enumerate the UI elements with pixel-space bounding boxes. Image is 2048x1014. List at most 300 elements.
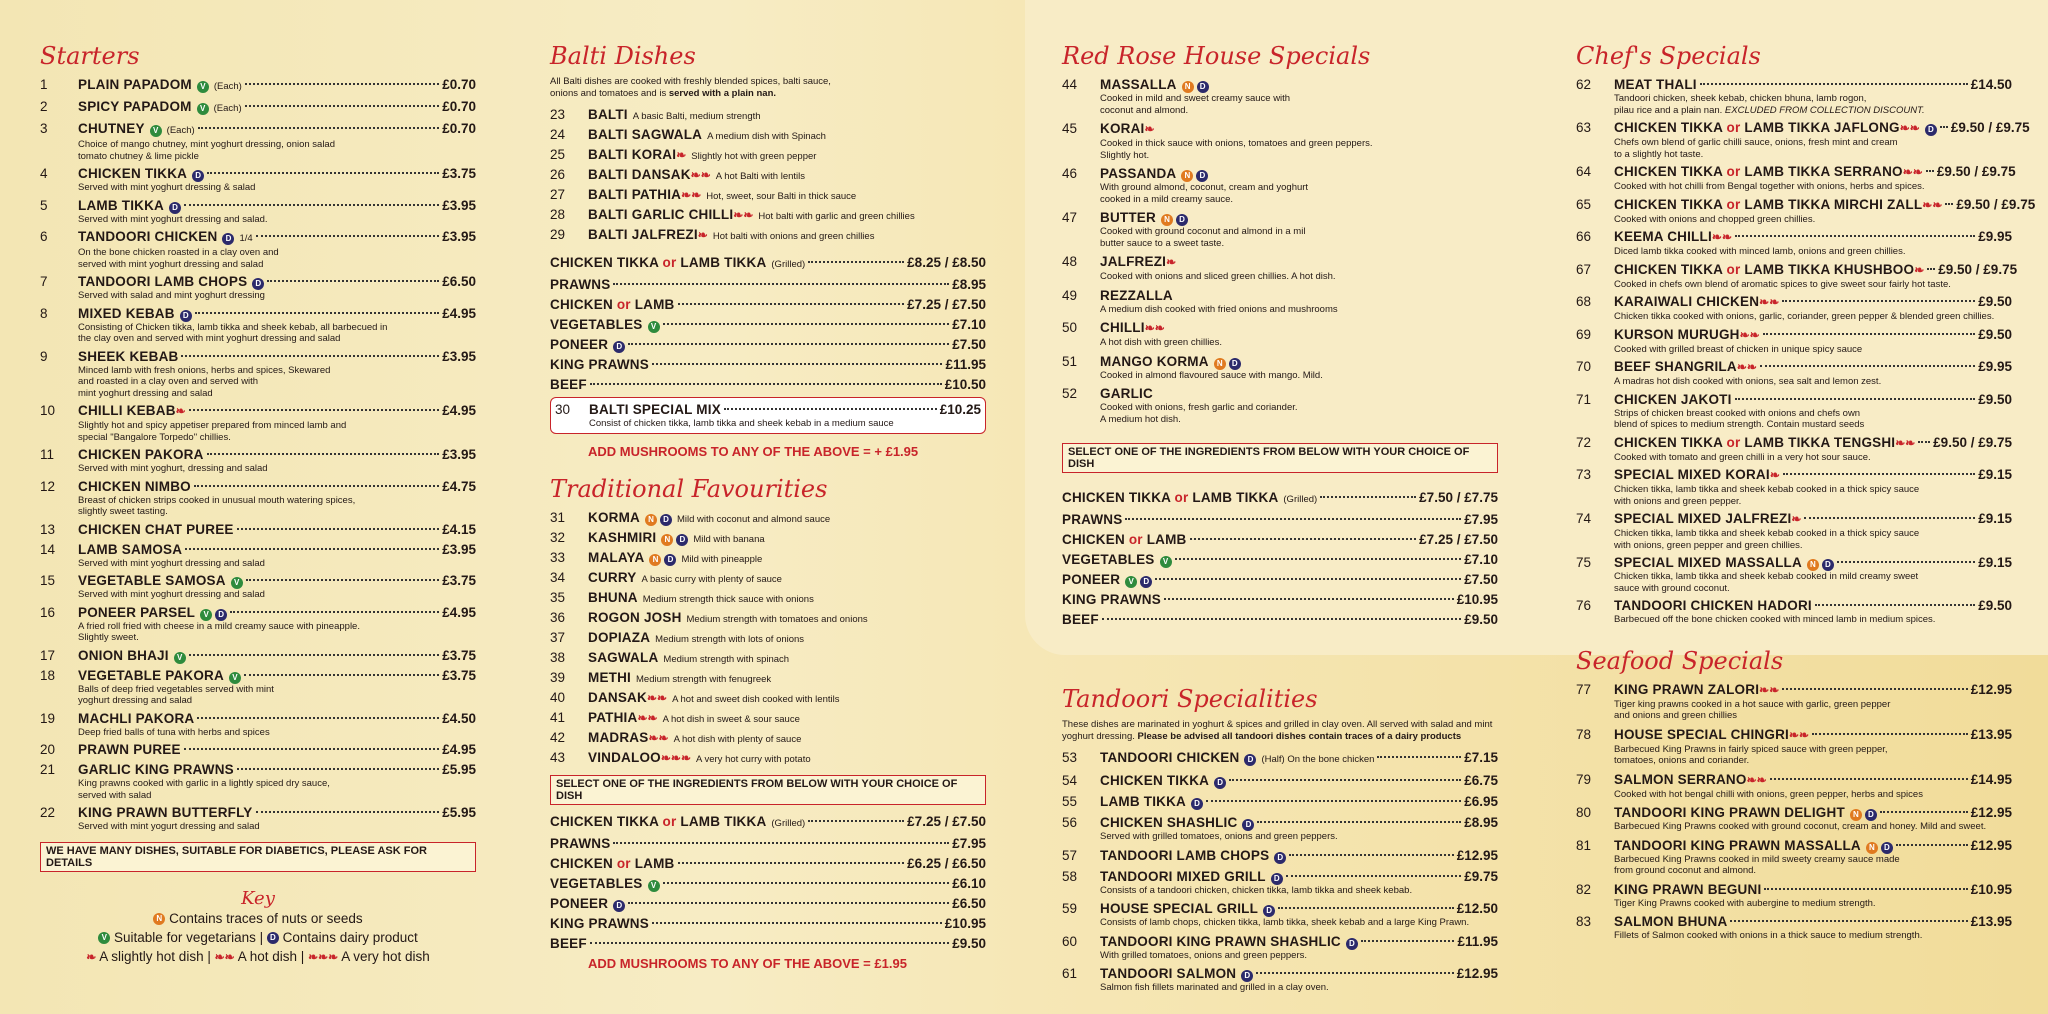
diet-badges [1241,970,1253,982]
item-name: SPECIAL MIXED KORAI [1614,467,1770,482]
leader-dots [663,882,950,884]
ingredient-name: PRAWNS [1062,512,1123,527]
item-number: 59 [1062,901,1078,916]
menu-item [550,609,986,628]
diet-badges [174,652,186,664]
item-number: 1 [40,77,48,92]
item-description-note: EXCLUDED FROM COLLECTION DISCOUNT. [1722,104,1925,116]
item-price: £0.70 [442,77,476,92]
menu-item-row [1062,253,1498,271]
item-number: 33 [550,549,566,565]
item-note: (Half) On the bone chicken [1261,754,1375,765]
menu-item [1062,165,1498,205]
chili-icon: ❧❧ [1739,327,1760,342]
menu-item-row [1062,793,1498,810]
menu-item-row [40,165,476,182]
item-number: 19 [40,710,56,726]
balti-intro-b: onions and tomatoes and is [550,88,667,99]
item-price: £12.50 [1456,901,1498,916]
item-note: A hot dish with plenty of sauce [673,733,802,745]
tandoori-intro [1062,719,1498,743]
chili-icon: ❧❧ [733,208,754,222]
chili-icon: ❧❧ [1736,360,1757,374]
item-name: MACHLI PAKORA [78,710,195,726]
leader-dots [652,922,942,924]
diet-badges [1263,905,1275,917]
ingredient-price: £6.50 [952,895,986,911]
item-name: VEGETABLE PAKORA [78,667,224,683]
item-name: TANDOORI SALMON [1100,966,1237,981]
item-price: £6.50 [442,274,476,289]
key-line-nuts [40,909,476,928]
ingredient-name [550,855,675,872]
ingredient-name-part: CHICKEN TIKKA [1062,490,1175,505]
menu-item-row [1062,900,1498,917]
chili-icon: ❧❧ [648,730,669,745]
ingredient-name-part: CHICKEN TIKKA [550,255,663,270]
dairy-icon: D [192,170,204,182]
menu-item [550,629,986,648]
menu-item [550,709,986,728]
item-name: PLAIN PAPADOM [78,77,192,92]
item-name: TANDOORI KING PRAWN SHASHLIC [1100,933,1341,949]
leader-dots [189,409,439,411]
item-number: 76 [1576,598,1592,613]
item-description: On the bone chicken roasted in a clay oven and served with mint yoghurt dressing and salad [78,247,279,270]
item-description: Served with mint yoghurt dressing and salad [78,589,265,600]
item-note: A hot and sweet dish cooked with lentils [672,693,840,705]
menu-item [550,669,986,688]
item-number: 18 [40,667,56,683]
dairy-icon: D [1241,970,1253,982]
menu-item [1576,76,2012,116]
item-name [1614,119,1900,136]
tandoori-intro-a: These dishes are marinated in yoghurt & spices and grilled in clay oven. All served with salad and mint [1062,719,1493,730]
menu-item-row [550,669,986,688]
diet-badges [197,81,209,93]
ingredient-note: (Grilled) [771,817,806,829]
item-description: Minced lamb with fresh onions, herbs and spices, Skewared and roasted in a clay oven and served with mint yoghurt dressing and salad [78,364,331,399]
item-name-part: CHICKEN TIKKA [1614,164,1727,179]
menu-item [550,166,986,185]
item-name: CHICKEN TIKKA [78,166,188,181]
dairy-icon: D [613,341,625,353]
menu-item-row [1576,804,2012,821]
menu-item-row [550,106,986,125]
diet-badges [1161,214,1188,226]
ingredient-price-row [550,376,986,393]
item-price: £4.95 [442,742,476,757]
menu-item [1576,196,2036,226]
item-note: Medium strength with lots of onions [655,633,805,645]
item-number: 82 [1576,881,1592,897]
item-price: £11.95 [1457,933,1498,949]
item-name: BALTI SAGWALA [588,127,703,142]
diet-badges [252,278,264,290]
item-price: £14.95 [1970,771,2012,787]
leader-dots [1918,441,1930,443]
menu-item-row [1576,466,2012,484]
dairy-icon: D [1244,754,1256,766]
item-name: TANDOORI CHICKEN [1100,750,1240,765]
menu-item [1576,837,2012,877]
item-note: Slightly hot with green pepper [691,151,817,162]
menu-item-row [1062,868,1498,885]
or-word: or [1726,196,1741,212]
item-name: TANDOORI CHICKEN [78,229,218,244]
item-number: 27 [550,187,566,202]
diet-badges [1214,777,1226,789]
ingredient-price: £7.50 / £7.75 [1419,490,1498,505]
item-name-part: LAMB TIKKA JAFLONG [1740,120,1900,135]
item-price: £4.15 [442,521,476,537]
item-name: BALTI SPECIAL MIX [589,402,721,417]
leader-dots [1815,604,1975,606]
item-price: £9.50 / £9.75 [1933,434,2012,450]
menu-item-row [40,273,476,290]
menu-item-row [1576,293,2012,311]
item-description: Chefs own blend of garlic chilli sauce, onions, fresh mint and cream to a slightly hot taste. [1614,137,1898,160]
item-description: Fillets of Salmon cooked with onions in a thick sauce to medium strength. [1614,930,1923,941]
item-note: A medium dish with Spinach [707,131,826,142]
menu-item [550,529,986,548]
menu-item-row [550,509,986,528]
ingredient-name: VEGETABLES [550,317,643,332]
chili-icon: ❧❧ [1902,165,1923,179]
item-price: £3.95 [442,348,476,364]
menu-item [40,741,476,758]
balti-intro [550,76,986,100]
item-number: 55 [1062,794,1078,809]
diet-badges [1214,358,1241,370]
item-number: 29 [550,227,566,242]
vegetarian-icon: V [197,81,209,93]
dairy-icon: D [222,233,234,245]
menu-item-row [550,166,986,185]
item-description: Salmon fish fillets marinated and grilled in a clay oven. [1100,982,1329,993]
menu-item-row [1576,119,2030,137]
traditional-mushroom-note: ADD MUSHROOMS TO ANY OF THE ABOVE = £1.95 [588,955,907,971]
menu-item [1062,772,1498,789]
or-word: or [616,297,631,312]
item-note: (Each) [166,125,195,136]
leader-dots [628,902,949,904]
balti-special-row [555,401,981,418]
nuts-icon: N [661,534,673,546]
item-number: 78 [1576,726,1592,742]
ingredient-name-part: CHICKEN [1062,532,1129,547]
item-price: £9.15 [1978,467,2012,482]
item-name: ROGON JOSH [588,609,682,625]
item-name: KARAIWALI CHICKEN [1614,294,1760,309]
menu-item [40,402,476,443]
item-name: SALMON BHUNA [1614,914,1728,929]
item-name: TANDOORI LAMB CHOPS [1100,847,1270,863]
key-nuts-text: Contains traces of nuts or seeds [169,910,363,926]
menu-item-row [1576,326,2012,344]
menu-item [40,604,476,644]
menu-item-row [1062,165,1498,182]
diet-badges [1271,873,1283,885]
ingredient-price-row [550,915,986,932]
item-number: 3 [40,121,48,136]
item-price: £9.50 [1978,598,2012,613]
ingredient-price-row [550,276,986,293]
item-price: £4.95 [442,403,476,418]
menu-item [550,226,986,245]
item-description: Cooked in mild and sweet creamy sauce with coconut and almond. [1100,93,1291,116]
menu-item [1062,120,1498,161]
item-note: Medium strength with spinach [663,653,790,665]
nuts-icon: N [1807,559,1819,571]
item-number: 32 [550,529,566,545]
dairy-icon: D [252,278,264,290]
item-number: 12 [40,478,56,494]
item-price: £9.50 [1978,391,2012,407]
leader-dots [197,717,439,719]
item-price: £5.95 [442,762,476,777]
ingredient-price: £7.25 / £7.50 [907,297,986,312]
dairy-icon: D [1197,81,1209,93]
leader-dots [590,383,942,385]
menu-item [40,273,476,302]
menu-item [1576,510,2012,551]
menu-item [40,521,476,538]
item-name: CHILLI [1100,320,1145,335]
item-name: BEEF SHANGRILA [1614,359,1737,374]
item-price: £0.70 [442,99,476,114]
item-name: PATHIA [588,709,638,725]
nuts-icon: N [1214,358,1226,370]
item-description: Strips of chicken breast cooked with onions and chefs own blend of spices to medium strength. Contain mustard seeds [1614,407,1865,430]
ingredient-price-row [1062,611,1498,628]
item-number: 64 [1576,164,1592,179]
menu-item-row [1576,261,2018,279]
menu-item-row [1062,933,1498,950]
vegetarian-icon: V [197,103,209,115]
item-description: Cooked with hot chilli from Bengal together with onions, herbs and spices. [1614,181,1925,192]
item-description: Deep fried balls of tuna with herbs and spices [78,726,270,738]
ingredient-price-row [550,835,986,852]
menu-item [40,761,476,801]
dairy-icon: D [1881,842,1893,854]
leader-dots [198,127,440,129]
chili-icon: ❧ [1791,512,1802,526]
diet-badges [231,577,243,589]
menu-item-row [40,402,476,420]
item-price: £4.75 [442,478,476,494]
diet-badges [1244,754,1256,766]
diet-badges [661,534,688,546]
item-name: ONION BHAJI [78,647,169,663]
item-price: £0.70 [442,121,476,136]
item-description: Cooked with tomato and green chilli in a very hot sour sauce. [1614,451,1871,463]
dairy-icon: D [1271,873,1283,885]
ingredient-price-row [1062,591,1498,608]
menu-item [1062,868,1498,897]
diet-badges [150,125,162,137]
menu-item [550,126,986,145]
item-price: £3.75 [442,166,476,181]
key-veg-text: Suitable for vegetarians | [114,929,264,945]
diet-badges [1181,170,1208,182]
ingredient-name [1062,489,1278,506]
or-word: or [1726,434,1741,450]
item-note: Medium strength with fenugreek [636,673,772,685]
item-number: 45 [1062,121,1078,136]
item-number: 68 [1576,294,1592,309]
ingredient-name [550,296,675,313]
item-number: 36 [550,609,566,625]
item-description: Cooked with onions and chopped green chillies. [1614,213,1816,225]
item-name: CHILLI KEBAB [78,403,176,418]
leader-dots [678,862,905,864]
item-description: Chicken tikka, lamb tikka and sheek kebab cooked in a thick spicy sauce with onions, green pepper and green chillies. [1614,528,1920,551]
leader-dots [245,83,439,85]
leader-dots [1940,126,1948,128]
diet-badges [649,554,676,566]
leader-dots [1926,170,1934,172]
key-dairy-text: Contains dairy product [282,929,418,945]
item-number: 38 [550,649,566,665]
menu-item [1062,76,1498,116]
leader-dots [189,654,439,656]
traditional-price-list [550,813,986,952]
item-name: SPECIAL MIXED JALFREZI [1614,511,1792,526]
item-name: SPECIAL MIXED MASSALLA [1614,555,1802,570]
menu-item-row [550,529,986,548]
ingredient-note: (Grilled) [1283,494,1318,505]
leader-dots [1804,517,1975,519]
menu-item-row [1062,209,1498,226]
item-name: CHICKEN NIMBO [78,478,191,494]
item-name [1614,163,1903,180]
ingredient-price: £8.95 [952,277,986,292]
menu-item-row [550,729,986,748]
menu-item-row [40,120,476,139]
diet-badges [1925,124,1937,136]
leader-dots [1837,561,1975,563]
ingredient-name-part: LAMB TIKKA [676,813,767,829]
item-description: Chicken tikka, lamb tikka and sheek kebab cooked in mild creamy sweet sauce with ground coconut. [1614,571,1919,594]
item-name: MASSALLA [1100,77,1177,92]
item-name: BALTI KORAI [588,147,677,162]
menu-item-row [1062,749,1498,768]
leader-dots [613,283,949,285]
leader-dots [1155,578,1461,580]
leader-dots [237,768,439,770]
item-note: Hot balti with onions and green chillies [712,231,875,242]
item-price: £10.25 [939,402,981,417]
chili-icon: ❧ [1769,468,1780,482]
item-price: £9.50 / £9.75 [1938,261,2018,277]
traditional-notice: SELECT ONE OF THE INGREDIENTS FROM BELOW WITH YOUR CHOICE OF DISH [550,775,986,805]
item-description: Served with grilled tomatoes, onions and green peppers. [1100,831,1338,842]
ingredient-name: PONEER [550,895,609,911]
menu-item [40,348,476,400]
item-description: Consisting of Chicken tikka, lamb tikka and sheek kebab, all barbecued in the clay oven and served with mint yoghurt dressing and salad [78,321,388,344]
ingredient-name: KING PRAWNS [550,357,649,372]
menu-item [1062,209,1498,249]
menu-item [1576,119,2030,160]
item-price: £9.75 [1464,868,1498,884]
menu-item [1062,847,1498,864]
dairy-icon: D [1196,170,1208,182]
item-name: TANDOORI CHICKEN HADORI [1614,598,1812,613]
item-description: Tiger King Prawns cooked with aubergine to medium strength. [1614,897,1876,909]
menu-item [550,689,986,708]
item-description: Served with salad and mint yoghurt dressing [78,290,265,301]
menu-item [40,572,476,601]
chili-icon: ❧ [697,228,708,242]
item-name: MADRAS [588,729,649,745]
menu-item-row [550,569,986,588]
ingredient-price-row [550,813,986,832]
item-description: Cooked with onions, fresh garlic and coriander. A medium hot dish. [1100,402,1298,425]
item-number: 48 [1062,254,1078,269]
menu-item-row [40,478,476,495]
leader-dots [1164,598,1454,600]
item-number: 13 [40,521,56,537]
menu-item [40,647,476,664]
menu-item-row [550,186,986,205]
chili-icon: ❧❧ [1895,435,1916,450]
menu-item-row [1576,510,2012,528]
menu-item-row [1576,726,2012,744]
item-description: Cooked in thick sauce with onions, tomatoes and green peppers. Slightly hot. [1100,138,1373,161]
menu-item [550,749,986,768]
column-chefs-seafood [1576,40,2036,946]
item-name-part: CHICKEN TIKKA [1614,261,1727,277]
leader-dots [1735,398,1976,400]
menu-item [1062,353,1498,382]
item-name: CHICKEN CHAT PUREE [78,521,234,537]
diet-badges [1125,576,1152,588]
item-number: 11 [40,447,55,462]
item-number: 81 [1576,837,1592,853]
leader-dots [244,674,439,676]
ingredient-price: £7.95 [1464,512,1498,527]
menu-item [1062,900,1498,929]
chili-icon: ❧❧ [1899,121,1920,135]
leader-dots [663,323,950,325]
item-number: 72 [1576,434,1592,450]
leader-dots [1783,473,1975,475]
menu-item-row [1576,597,2012,614]
dairy-icon: D [1263,905,1275,917]
menu-item-row [1576,196,2036,214]
item-number: 66 [1576,229,1592,244]
item-description: A madras hot dish cooked with onions, sea salt and lemon zest. [1614,376,1882,387]
diet-badges [1191,798,1203,810]
chili-icon: ❧ [1166,255,1177,269]
ingredient-price-row [1062,489,1498,508]
diet-badges [1160,556,1172,568]
item-price: £9.50 / £9.75 [1950,120,2030,135]
balti-title: Balti Dishes [550,42,696,70]
ingredient-price: £7.10 [952,317,986,332]
item-name: JALFREZI [1100,254,1167,269]
vegetarian-icon: V [200,609,212,621]
item-note: Hot, sweet, sour Balti in thick sauce [706,191,857,202]
menu-item [1576,466,2012,507]
menu-item [40,305,476,345]
item-number: 52 [1062,386,1078,401]
menu-item [550,509,986,528]
menu-item-row [40,804,476,821]
diet-badges [1182,81,1209,93]
ingredient-price-row [550,895,986,912]
